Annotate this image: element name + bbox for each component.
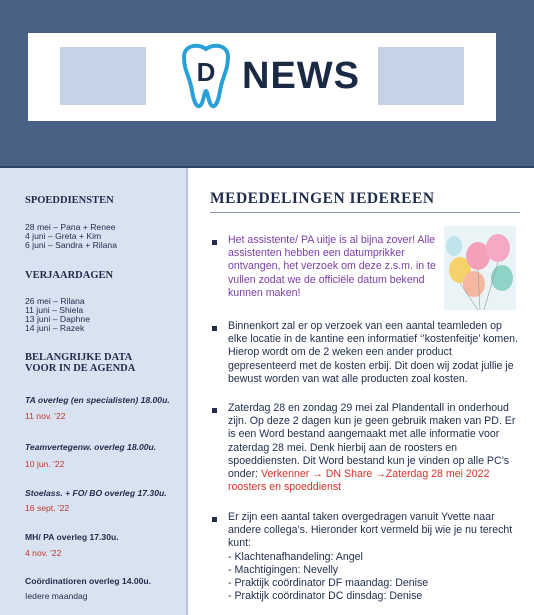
announcement-3-text: Zaterdag 28 en zondag 29 mei zal Plandentall in onderhoud zijn. Op deze 2 dagen kun je geen gebruik maken van PD. Er is een Word bestand aangemaakt met alle informatie voor zaterdag 28 mei. Denk hierbij aan de roosters en spoeddiensten. Dit Word bestand kun je vinden op alle PC’s onder: [228,402,516,481]
balloons-icon [444,226,516,310]
announcement-4-intro: Er zijn een aantal taken overgedragen vanuit Yvette naar andere collega’s. Hieronder kort vermeld bij wie je nu terecht kunt: [228,511,513,550]
announcement-1: Het assistente/ PA uitje is al bijna zover! Alle assistenten hebben een datumprikker ontvangen, het verzoek om deze z.s.m. in te vullen zodat we de officiële datum bekend kunnen maken! [228,234,436,299]
bullet-icon [212,326,217,331]
share-path-link: Verkenner → DN Share →Zaterdag 28 mei 2022 roosters en spoeddienst [228,468,490,494]
list-item: - Machtigingen: Nevelly [228,563,339,576]
bullet-icon [212,408,217,413]
spoeddiensten-title: SPOEDDIENSTEN [25,195,114,206]
announcement-2: Binnenkort zal er op verzoek van een aantal teamleden op elke locatie in de kantine een informatief ‘’kostenfeitje’ komen. Hierop wordt om de 2 weken een ander product gepresenteerd met de kosten erbij. Dit doen wij zodat jullie je bewust worden van wat alle producten zoal kosten. [228,320,518,385]
list-item: 14 juni – Razek [25,323,85,333]
agenda-item-date: 11 nov. '22 [25,411,66,421]
agenda-item-date: 4 nov. '22 [25,548,62,558]
header-banner [0,0,534,166]
agenda-title-line1: BELANGRIJKE DATA [25,352,133,363]
announcement-4 [228,511,518,603]
bullet-icon [212,240,217,245]
list-item: 6 juni – Sandra + Rilana [25,240,117,250]
logo [146,33,378,121]
agenda-item-name: Teamvertegenw. overleg 18.00u. [25,442,157,452]
list-item: 13 juni – Daphne [25,314,90,324]
agenda-item-name: TA overleg (en specialisten) 18.00u. [25,395,170,405]
agenda-title-line2: VOOR IN DE AGENDA [25,363,136,374]
agenda-item-date: 10 jun. '22 [25,459,65,469]
agenda-item-name: Coördinatioren overleg 14.00u. [25,576,152,586]
list-item: - Klachtenafhandeling: Angel [228,550,363,563]
agenda-item-date: Iedere maandag [25,591,88,601]
list-item: - Praktijk coördinator DF maandag: Denise [228,577,429,590]
agenda-item-name: Stoelass. + FO/ BO overleg 17.30u. [25,488,167,498]
section-title: MEDEDELINGEN IEDEREEN [210,190,435,207]
logo-letter: D [196,57,216,87]
list-item: 11 juni – Shiela [25,305,84,315]
list-item: 28 mei – Pana + Renee [25,222,116,232]
agenda-item-date: 16 sept. '22 [25,503,70,513]
verjaardagen-title: VERJAARDAGEN [25,270,114,281]
list-item: 4 juni – Greta + Kim [25,231,102,241]
balloons-image [444,226,516,310]
list-item: - Praktijk coördinator DC dinsdag: Denise [228,590,423,603]
tooth-icon [176,41,236,115]
announcement-3 [228,402,518,494]
agenda-item-name: MH/ PA overleg 17.30u. [25,532,119,542]
bullet-icon [212,517,217,522]
list-item: 26 mei – Rilana [25,296,85,306]
divider [210,212,520,213]
header-panel [28,33,496,121]
newsletter-title: NEWS [242,55,360,97]
